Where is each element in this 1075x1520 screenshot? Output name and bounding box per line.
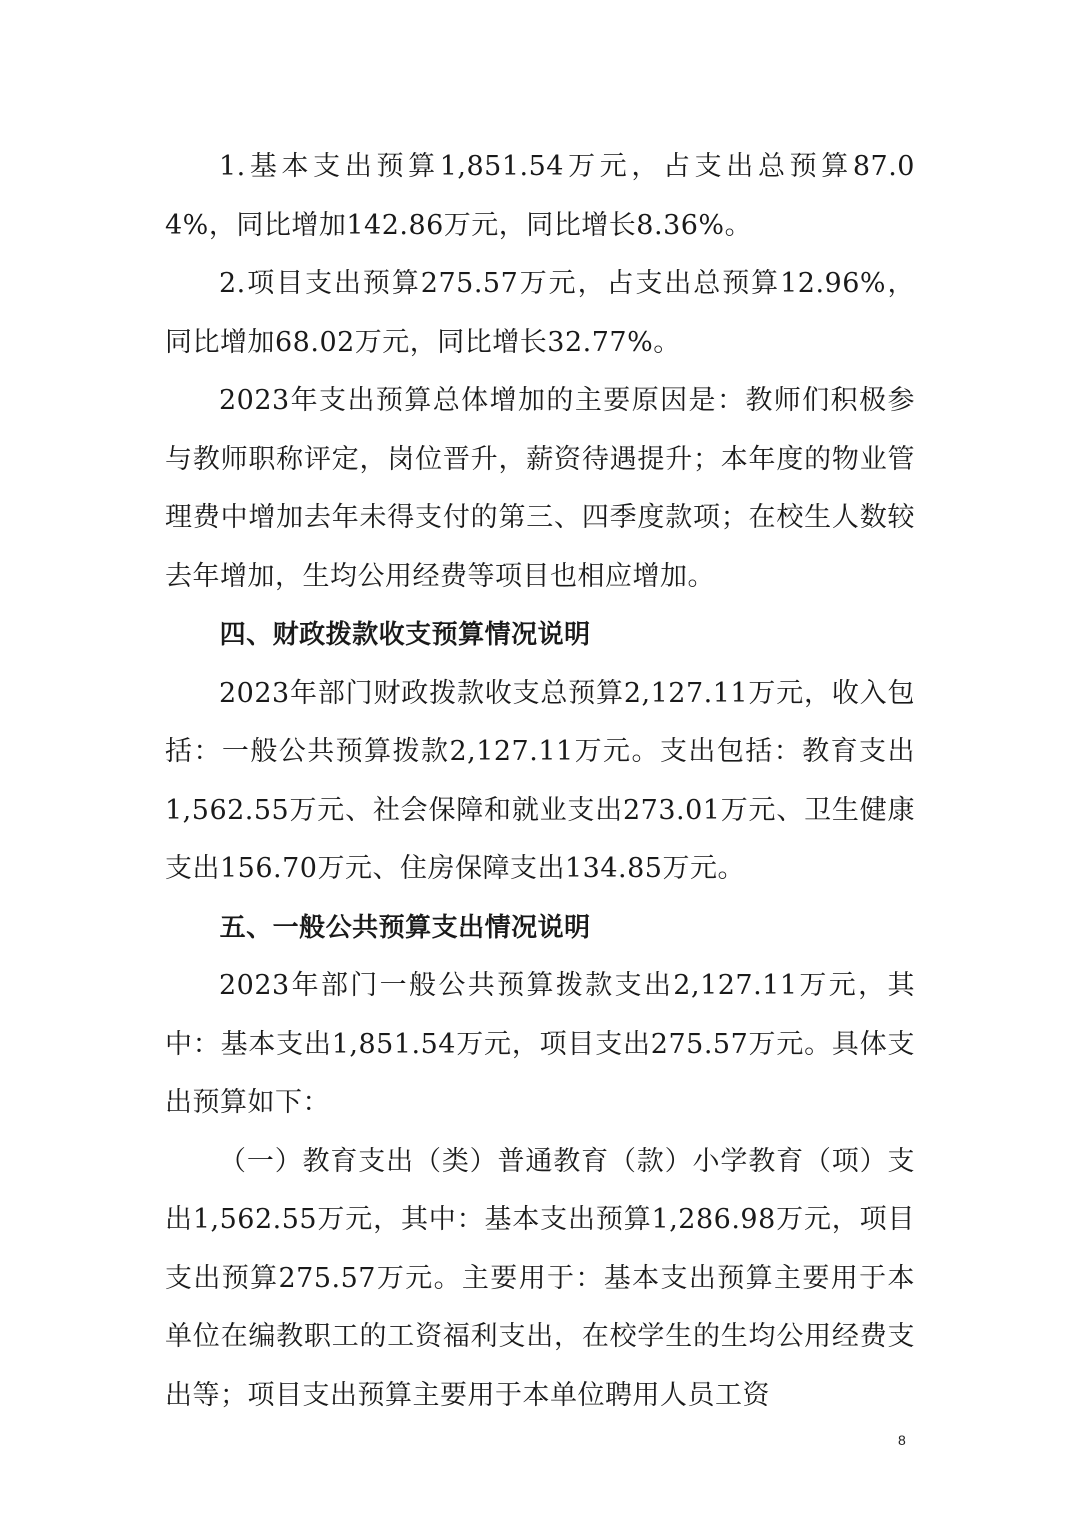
- document-body: [165, 138, 915, 1425]
- paragraph-education-expenditure: （一）教育支出（类）普通教育（款）小学教育（项）支出1,562.55万元，其中：基本支出预算1,286.98万元，项目支出预算275.57万元。主要用于：基本支出预算主要用于本单位在编教职工的工资福利支出，在校学生的生均公用经费支出等；项目支出预算主要用于本单位聘用人员工资: [165, 1145, 915, 1411]
- paragraph-increase-reasons: 2023年支出预算总体增加的主要原因是：教师们积极参与教师职称评定，岗位晋升，薪资待遇提升；本年度的物业管理费中增加去年未得支付的第三、四季度款项；在校生人数较去年增加，生均公用经费等项目也相应增加。: [165, 385, 915, 592]
- page-number: 8: [898, 1432, 906, 1448]
- paragraph-general-public-budget: 2023年部门一般公共预算拨款支出2,127.11万元，其中：基本支出1,851.54万元，项目支出275.57万元。具体支出预算如下：: [165, 970, 915, 1118]
- paragraph-project-expenditure: 2.项目支出预算275.57万元，占支出总预算12.96%，同比增加68.02万元，同比增长32.77%。: [165, 268, 915, 358]
- section-heading-general-public-budget: 五、一般公共预算支出情况说明: [219, 912, 591, 943]
- paragraph-fiscal-appropriation: 2023年部门财政拨款收支总预算2,127.11万元，收入包括：一般公共预算拨款2,127.11万元。支出包括：教育支出1,562.55万元、社会保障和就业支出273.01万元、卫生健康支出156.70万元、住房保障支出134.85万元。: [165, 677, 915, 884]
- section-heading-fiscal-appropriation: 四、财政拨款收支预算情况说明: [219, 620, 591, 650]
- paragraph-basic-expenditure: 1.基本支出预算1,851.54万元，占支出总预算87.04%，同比增加142.86万元，同比增长8.36%。: [165, 151, 915, 241]
